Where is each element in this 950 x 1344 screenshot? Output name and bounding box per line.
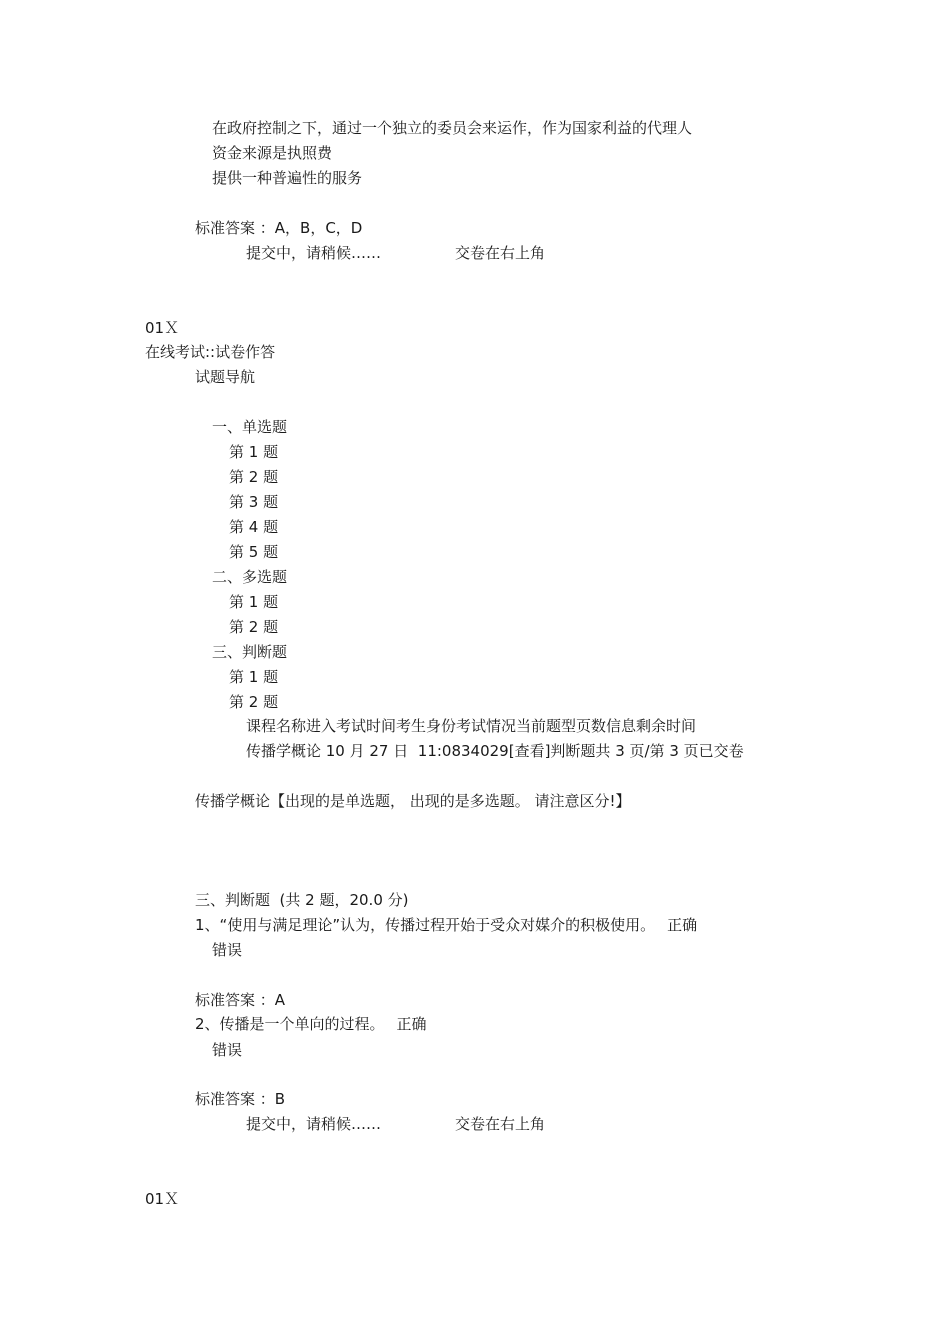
option-b: 资金来源是执照费 [212, 144, 333, 162]
option-true[interactable]: 正确 [667, 916, 698, 934]
submitting-status: 提交中，请稍候…… [246, 244, 382, 262]
nav-section-multiple[interactable]: 二、多选题 [212, 568, 288, 586]
submit-hint: 交卷在右上角 [455, 1115, 546, 1133]
option-a: 在政府控制之下，通过一个独立的委员会来运作，作为国家利益的代理人 [212, 119, 693, 137]
question-2 [195, 1014, 427, 1034]
nav-item[interactable]: 第 3 题 [229, 493, 279, 511]
question-text: 1、“使用与满足理论”认为，传播过程开始于受众对媒介的积极使用。 [195, 916, 656, 934]
option-false[interactable]: 错误 [212, 941, 243, 959]
page-counter: 01Ｘ [145, 1190, 180, 1208]
exam-info-values: 传播学概论 10 月 27 日 11:0834029[查看]判断题共 3 页/第 3 页已交卷 [246, 742, 744, 760]
standard-answer: 标准答案 ：A [195, 991, 286, 1009]
nav-item[interactable]: 第 4 题 [229, 518, 279, 536]
page-counter: 01Ｘ [145, 319, 180, 337]
exam-info-header: 课程名称进入考试时间考生身份考试情况当前题型页数信息剩余时间 [246, 717, 697, 735]
nav-section-single[interactable]: 一、单选题 [212, 418, 288, 436]
nav-item[interactable]: 第 1 题 [229, 593, 279, 611]
section-title: 三、判断题 (共 2 题，20.0 分) [195, 891, 409, 909]
question-1 [195, 915, 697, 935]
nav-item[interactable]: 第 2 题 [229, 618, 279, 636]
exam-header: 在线考试::试卷作答 [145, 343, 276, 361]
nav-item[interactable]: 第 5 题 [229, 543, 279, 561]
nav-item[interactable]: 第 2 题 [229, 468, 279, 486]
nav-section-judgment[interactable]: 三、判断题 [212, 643, 288, 661]
option-true[interactable]: 正确 [396, 1015, 427, 1033]
option-c: 提供一种普遍性的服务 [212, 169, 363, 187]
standard-answer: 标准答案 ：A，B，C，D [195, 219, 363, 237]
option-false[interactable]: 错误 [212, 1041, 243, 1059]
standard-answer: 标准答案 ：B [195, 1090, 286, 1108]
submit-hint: 交卷在右上角 [455, 244, 546, 262]
submitting-status: 提交中，请稍候…… [246, 1115, 382, 1133]
nav-title: 试题导航 [195, 368, 256, 386]
course-notice: 传播学概论【出现的是单选题， 出现的是多选题。 请注意区分!】 [195, 792, 631, 810]
nav-item[interactable]: 第 1 题 [229, 668, 279, 686]
nav-item[interactable]: 第 2 题 [229, 693, 279, 711]
question-text: 2、传播是一个单向的过程。 [195, 1015, 385, 1033]
nav-item[interactable]: 第 1 题 [229, 443, 279, 461]
